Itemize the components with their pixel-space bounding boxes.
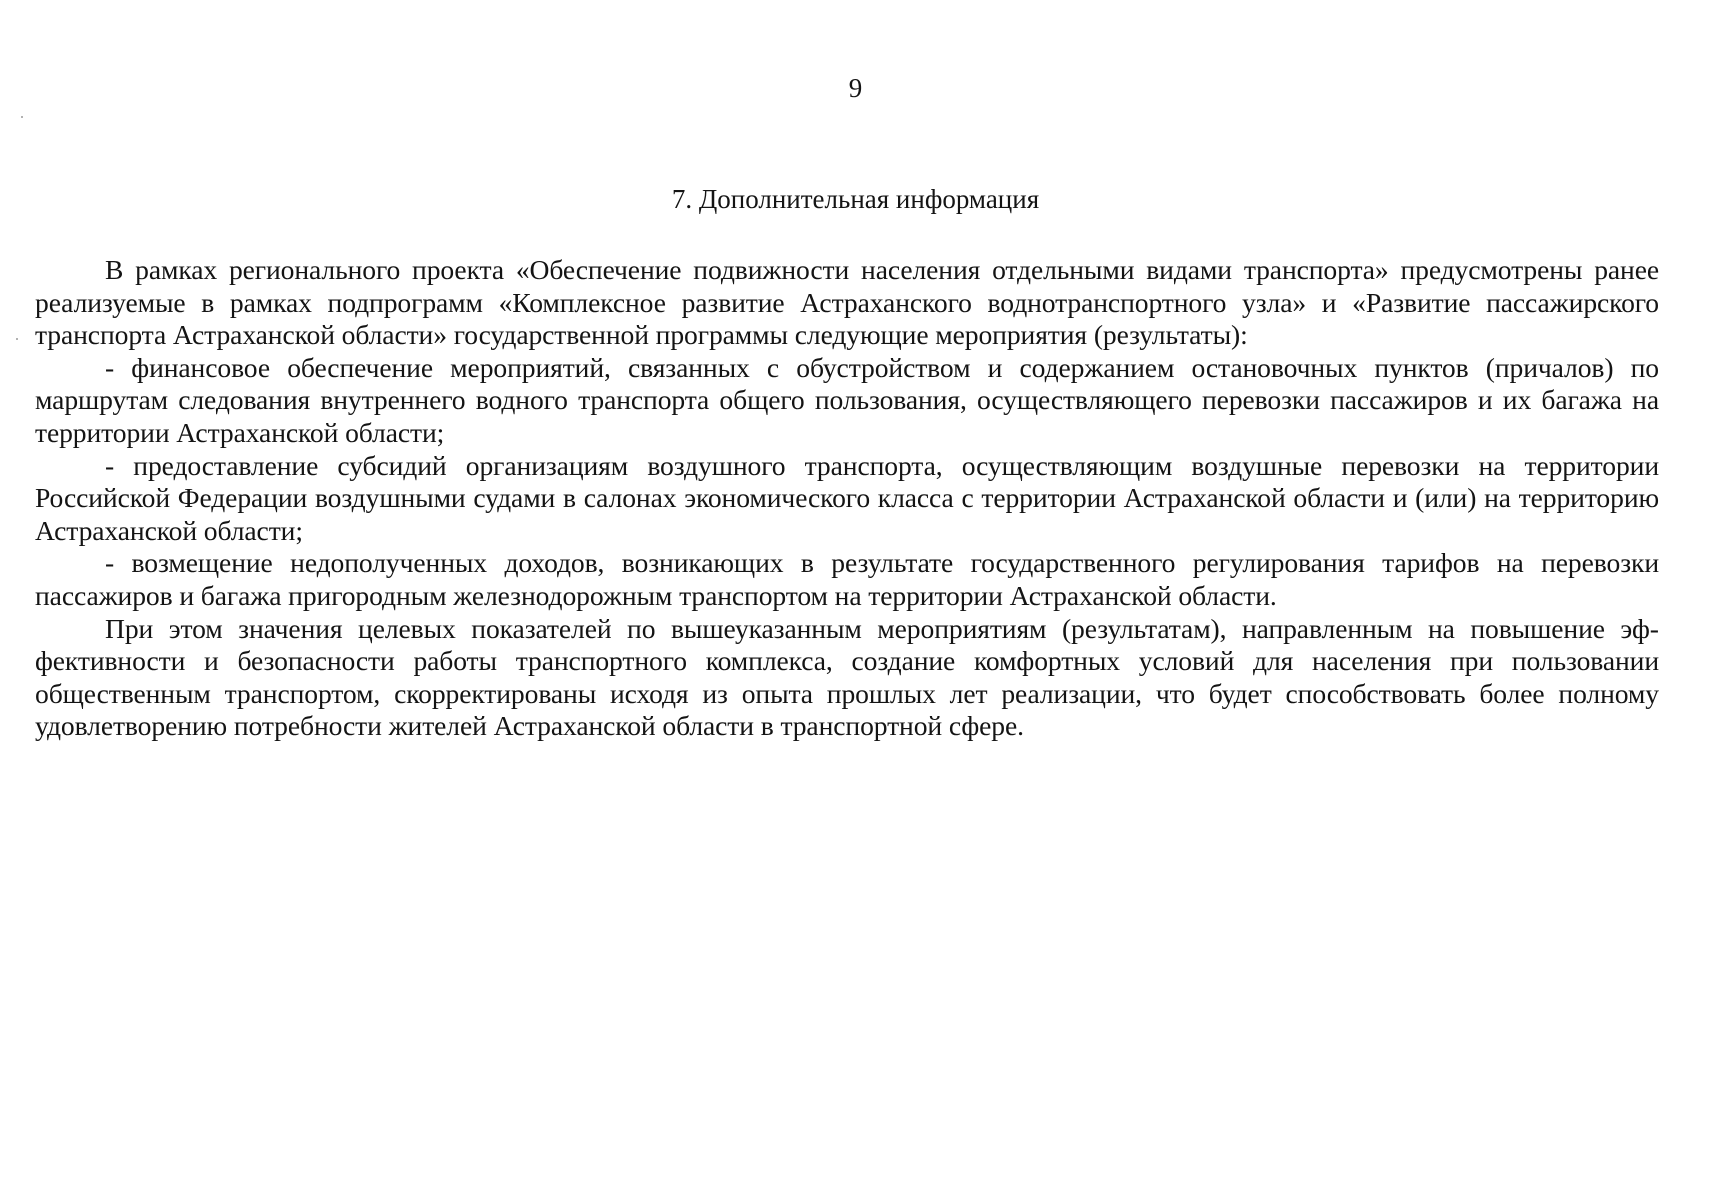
section-title: 7. Дополнительная информация: [671, 184, 1040, 214]
paragraph-conclusion: При этом значения целевых показателей по вышеуказанным мероприятиям (результатам), направленным на повышение эффективности и безопасности работы транспортного комплекса, создание комфортных условий для населения при пользовании общественным транспортом, скорректированы исходя из опыта прошлых лет реализации, что будет способствовать более полному удовлетворению потребности жителей Астраханской области в транспортной сфере.: [35, 612, 1659, 742]
scan-artifact: [16, 338, 18, 340]
scan-artifact: [21, 116, 23, 118]
page-number: 9: [848, 73, 863, 103]
paragraph-item-water-transport: - финансовое обеспечение мероприятий, связанных с обустройством и содержанием остановочных пунктов (причалов) по маршрутам следования внутреннего водного транспорта общего пользования, осуществляющего перевозки пассажиров и их багажа на территории Астраханской области;: [35, 351, 1659, 448]
paragraph-item-air-transport: - предоставление субсидий организациям воздушного транспорта, осуществляющим воздушные перевозки на территории Российской Федерации воздушными судами в салонах экономического класса с территории Астраханской области и (или) на территорию Астраханской области;: [35, 449, 1659, 546]
paragraph-item-rail-transport: - возмещение недополученных доходов, возникающих в результате государственного регулирования тарифов на перевозки пассажиров и багажа пригородным железнодорожным транспортом на территории Астраханской области.: [35, 547, 1659, 611]
document-body: [35, 254, 1659, 743]
paragraph-intro: В рамках регионального проекта «Обеспечение подвижности населения отдельными видами транспорта» предусмотрены ранее реализуемые в рамках подпрограмм «Комплексное развитие Астраханского воднотранспортного узла» и «Развитие пассажирского транспорта Астраханской области» государственной программы следующие мероприятия (результаты):: [35, 254, 1659, 351]
